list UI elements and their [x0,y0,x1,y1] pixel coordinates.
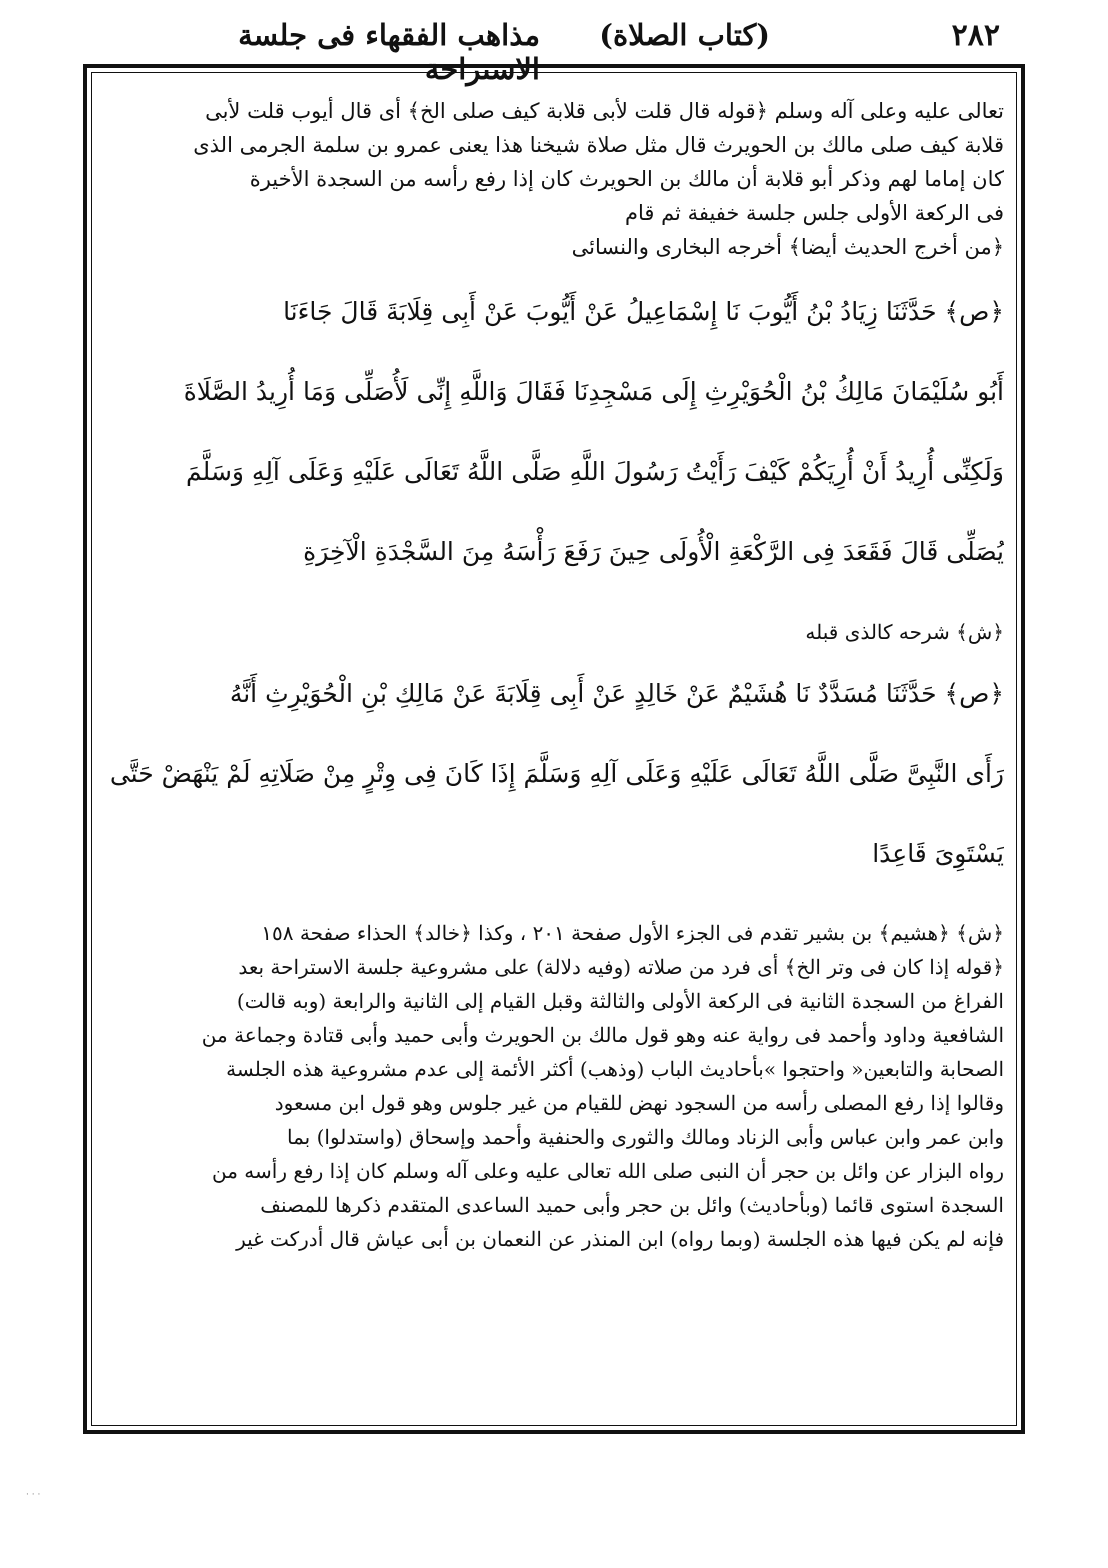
hadith-line: ﴿ص﴾ حَدَّثَنَا مُسَدَّدٌ نَا هُشَيْمٌ عَنْ خَالِدٍ عَنْ أَبِى قِلَابَةَ عَنْ مَالِكِ بْنِ الْحُوَيْرِثِ أَنَّهُ [229,679,1004,708]
commentary-line: فإنه لم يكن فيها هذه الجلسة (وبما رواه) ابن المنذر عن النعمان بن أبى عياش قال أدركت غير [236,1227,1004,1251]
hadith-line: أَبُو سُلَيْمَانَ مَالِكُ بْنُ الْحُوَيْرِثِ إِلَى مَسْجِدِنَا فَقَالَ وَاللَّهِ إِنِّى لَأُصَلِّى وَمَا أُرِيدُ الصَّلَاةَ [183,377,1004,406]
commentary-block-1 [104,94,1004,264]
page-content [104,94,1004,1256]
commentary-line: الشافعية وداود وأحمد فى رواية عنه وهو قول مالك بن الحويرث وأبى حميد وأبى قتادة وجماعة من [201,1023,1004,1047]
commentary-line: قلابة كيف صلى مالك بن الحويرث قال مثل صلاة شيخنا هذا يعنى عمرو بن سلمة الجرمى الذى [193,133,1004,157]
commentary-block-2 [104,916,1004,1256]
hadith-line: وَلَكِنِّى أُرِيدُ أَنْ أُرِيَكُمْ كَيْفَ رَأَيْتُ رَسُولَ اللَّهِ صَلَّى اللَّهُ تَعَالَى عَلَيْهِ وَعَلَى آلِهِ وَسَلَّمَ [186,457,1004,486]
commentary-line: ﴿ش﴾ ﴿هشيم﴾ بن بشير تقدم فى الجزء الأول صفحة ٢٠١ ، وكذا ﴿خالد﴾ الحذاء صفحة ١٥٨ [261,921,1004,945]
running-header [200,14,1000,86]
commentary-line: كان إماما لهم وذكر أبو قلابة أن مالك بن الحويرث كان إذا رفع رأسه من السجدة الأخيرة [249,167,1004,191]
section-title: مذاهب الفقهاء فى جلسة الاستراحة [238,18,540,86]
commentary-line: وقالوا إذا رفع المصلى رأسه من السجود نهض للقيام من غير جلوس وهو قول ابن مسعود [274,1091,1004,1115]
commentary-line: الفراغ من السجدة الثانية فى الركعة الأولى والثالثة وقبل القيام إلى الثانية والرابعة (وبه قالت) [236,989,1004,1013]
commentary-line: الصحابة والتابعين« واحتجوا »بأحاديث الباب (وذهب) أكثر الأئمة إلى عدم مشروعية هذه الجلسة [226,1057,1004,1081]
commentary-line: ﴿قوله إذا كان فى وتر الخ﴾ أى فرد من صلاته (وفيه دلالة) على مشروعية جلسة الاستراحة بعد [238,955,1004,979]
scan-specks: · · · [26,1490,41,1500]
commentary-line: ﴿من أخرج الحديث أيضا﴾ أخرجه البخارى والنسائى [571,235,1004,259]
sharh-note: ﴿ش﴾ شرحه كالذى قبله [805,620,1004,644]
commentary-line: تعالى عليه وعلى آله وسلم ﴿قوله قال قلت لأبى قلابة كيف صلى الخ﴾ أى قال أيوب قلت لأبى [205,99,1004,123]
hadith-line: ﴿ص﴾ حَدَّثَنَا زِيَادُ بْنُ أَيُّوبَ نَا إِسْمَاعِيلُ عَنْ أَيُّوبَ عَنْ أَبِى قِلَابَةَ قَالَ جَاءَنَا [283,297,1004,326]
hadith-line: رَأَى النَّبِىَّ صَلَّى اللَّهُ تَعَالَى عَلَيْهِ وَعَلَى آلِهِ وَسَلَّمَ إِذَا كَانَ فِى وِتْرٍ مِنْ صَلَاتِهِ لَمْ يَنْهَضْ حَتَّى [109,759,1004,788]
hadith-line: يُصَلِّى قَالَ فَقَعَدَ فِى الرَّكْعَةِ الْأُولَى حِينَ رَفَعَ رَأْسَهُ مِنَ السَّجْدَةِ الْآخِرَةِ [303,537,1004,566]
commentary-line: فى الركعة الأولى جلس جلسة خفيفة ثم قام [624,201,1004,225]
hadith-line: يَسْتَوِىَ قَاعِدًا [872,839,1004,868]
page-number: ٢٨٢ [951,18,1000,53]
hadith-text-2 [104,654,1004,894]
commentary-line: رواه البزار عن وائل بن حجر أن النبى صلى الله تعالى عليه وعلى آله وسلم كان إذا رفع رأسه من [212,1159,1004,1183]
hadith-text-1 [104,272,1004,592]
chapter-title: (كتاب الصلاة) [599,18,770,52]
spacer [104,894,1004,916]
commentary-line: السجدة استوى قائما (وبأحاديث) وائل بن حجر وأبى حميد الساعدى المتقدم ذكرها للمصنف [260,1193,1004,1217]
commentary-line: وابن عمر وابن عباس وأبى الزناد ومالك والثورى والحنفية وأحمد وإسحاق (واستدلوا) بما [287,1125,1004,1149]
